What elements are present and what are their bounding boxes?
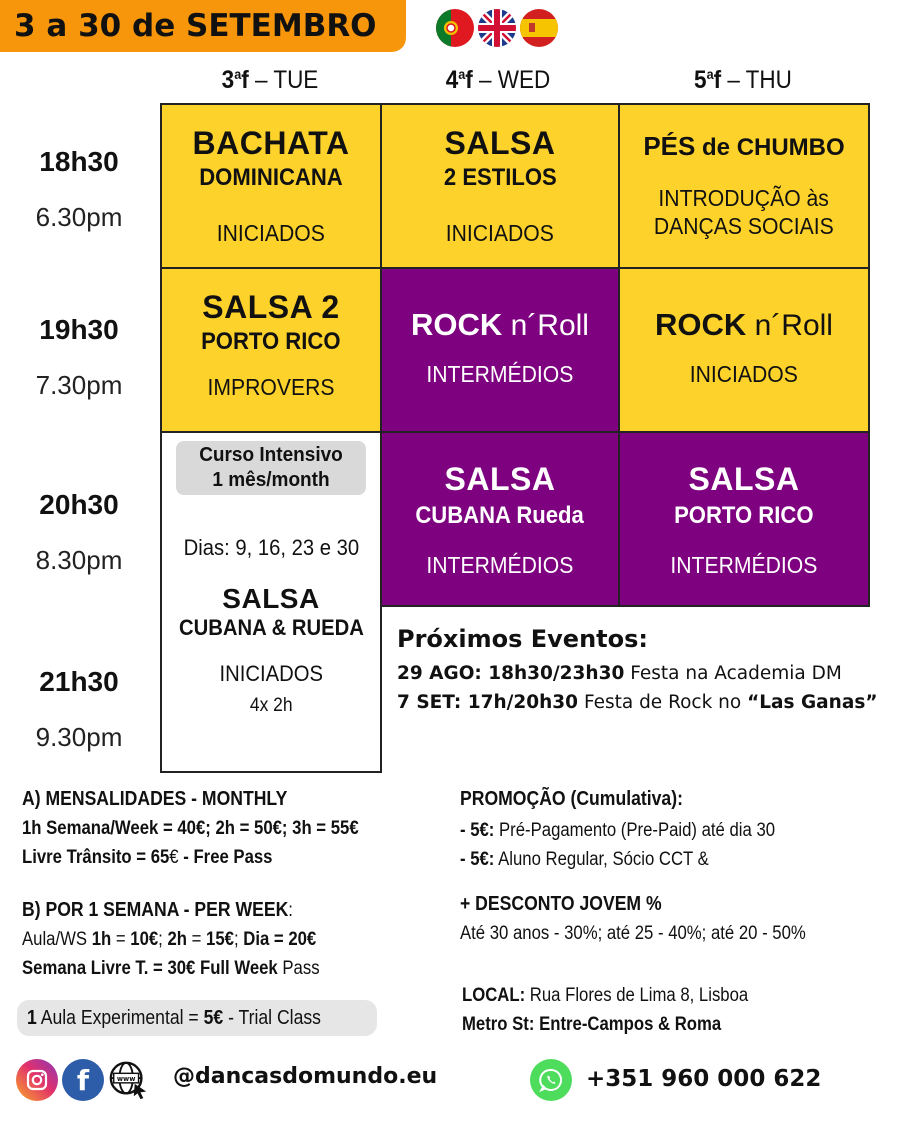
- time-slot-2130: [0, 666, 158, 753]
- pricing-monthly: [22, 785, 359, 872]
- class-description: DANÇAS SOCIAIS: [654, 213, 834, 239]
- page-title: 3 a 30 de SETEMBRO: [14, 8, 377, 44]
- pricing-monthly-heading: A) MENSALIDADES - MONTHLY: [22, 788, 288, 810]
- class-pes-de-chumbo[interactable]: [618, 103, 870, 269]
- class-level: INICIADOS: [689, 361, 799, 387]
- class-salsa-2-porto-rico[interactable]: [160, 267, 382, 433]
- class-level: INICIADOS: [445, 220, 555, 246]
- time-12h: 9.30pm: [35, 722, 123, 752]
- class-title: SALSA 2: [202, 289, 340, 325]
- class-description: INTRODUÇÃO às: [658, 185, 830, 211]
- day-header-thu: 5$^a$f – THU: [694, 66, 792, 94]
- class-level: INTERMÉDIOS: [670, 552, 818, 578]
- event-item: 29 AGO: 18h30/23h30 Festa na Academia DM: [397, 663, 842, 684]
- class-level: INICIADOS: [216, 220, 326, 246]
- time-slot-2030: [0, 489, 158, 576]
- time-12h: 7.30pm: [35, 370, 123, 400]
- time-slot-1830: [0, 146, 158, 233]
- class-salsa-cubana-rueda-intensive[interactable]: [160, 431, 382, 773]
- class-title: BACHATA: [192, 125, 350, 161]
- youth-discount-heading: + DESCONTO JOVEM %: [460, 893, 662, 915]
- time-24h: 20h30: [39, 489, 119, 520]
- phone-number[interactable]: +351 960 000 622: [586, 1066, 822, 1092]
- class-bachata-dominicana[interactable]: [160, 103, 382, 269]
- class-title: SALSA: [222, 583, 320, 614]
- time-slot-1930: [0, 314, 158, 401]
- uk-flag-icon[interactable]: [478, 9, 516, 47]
- course-dates: Dias: 9, 16, 23 e 30: [183, 535, 359, 560]
- time-12h: 6.30pm: [35, 202, 123, 232]
- time-12h: 8.30pm: [35, 545, 123, 575]
- events-heading: Próximos Eventos:: [397, 625, 649, 653]
- class-level: INTERMÉDIOS: [426, 361, 574, 387]
- day-header-tue: 3$^a$f – TUE: [221, 66, 319, 94]
- metro-stations: Metro St: Entre-Campos & Roma: [462, 1014, 722, 1035]
- class-rock-n-roll-iniciados[interactable]: [618, 267, 870, 433]
- day-header-wed: 4$^a$f – WED: [445, 66, 551, 94]
- instagram-icon[interactable]: [16, 1059, 58, 1101]
- intensive-course-badge: Curso Intensivo 1 mês/month: [176, 441, 366, 495]
- trial-class-badge: 1 Aula Experimental = 5€ - Trial Class: [17, 1000, 377, 1036]
- class-subtitle: PORTO RICO: [674, 502, 814, 529]
- event-item: 7 SET: 17h/20h30 Festa de Rock no “Las Ganas”: [397, 692, 878, 713]
- pricing-weekly: [22, 896, 320, 983]
- promo-heading: PROMOÇÃO (Cumulativa):: [460, 788, 683, 810]
- pricing-weekly-rates: Aula/WS 1h = 10€; 2h = 15€; Dia = 20€: [22, 929, 317, 950]
- class-title: SALSA: [688, 461, 800, 497]
- promo-item: - 5€: Pré-Pagamento (Pre-Paid) até dia 30: [460, 820, 776, 841]
- pricing-full-week: Semana Livre T. = 30€ Full Week Pass: [22, 958, 320, 979]
- class-title: SALSA: [444, 125, 556, 161]
- upcoming-events: [397, 625, 878, 721]
- spain-flag-icon[interactable]: [520, 9, 558, 47]
- class-title: ROCK n´Roll: [411, 307, 589, 342]
- course-duration: 4x 2h: [249, 695, 293, 716]
- class-title: PÉS de CHUMBO: [643, 131, 845, 161]
- pricing-free-pass: Livre Trânsito = 65€ - Free Pass: [22, 847, 273, 868]
- time-24h: 21h30: [39, 666, 119, 697]
- class-subtitle: 2 ESTILOS: [443, 164, 557, 191]
- class-subtitle: PORTO RICO: [201, 328, 341, 355]
- facebook-icon[interactable]: f: [62, 1059, 104, 1101]
- pricing-monthly-rates: 1h Semana/Week = 40€; 2h = 50€; 3h = 55€: [22, 818, 359, 839]
- class-salsa-2-estilos[interactable]: [380, 103, 620, 269]
- address: LOCAL: Rua Flores de Lima 8, Lisboa: [462, 985, 749, 1006]
- class-level: IMPROVERS: [207, 374, 335, 400]
- promotions: [460, 785, 806, 948]
- youth-discount-text: Até 30 anos - 30%; até 25 - 40%; até 20 - 50%: [460, 923, 806, 944]
- class-salsa-cubana-rueda[interactable]: [380, 431, 620, 607]
- class-title: SALSA: [444, 461, 556, 497]
- whatsapp-icon[interactable]: [530, 1059, 572, 1101]
- title-banner: [0, 0, 406, 52]
- class-rock-n-roll-intermedios[interactable]: [380, 267, 620, 433]
- language-flags: [436, 9, 558, 47]
- class-level: INICIADOS: [219, 661, 323, 686]
- class-subtitle: CUBANA Rueda: [415, 502, 585, 529]
- portugal-flag-icon[interactable]: [436, 9, 474, 47]
- time-24h: 18h30: [39, 146, 119, 177]
- website-icon[interactable]: [108, 1059, 150, 1101]
- location: [462, 981, 748, 1039]
- social-links: [16, 1059, 150, 1101]
- class-title: ROCK n´Roll: [655, 307, 833, 342]
- class-salsa-porto-rico[interactable]: [618, 431, 870, 607]
- pricing-weekly-heading: B) POR 1 SEMANA - PER WEEK:: [22, 899, 293, 921]
- svg-text:www: www: [116, 1074, 136, 1083]
- class-level: INTERMÉDIOS: [426, 552, 574, 578]
- time-24h: 19h30: [39, 314, 119, 345]
- class-subtitle: CUBANA & RUEDA: [178, 615, 364, 640]
- social-handle[interactable]: @dancasdomundo.eu: [173, 1064, 438, 1089]
- class-subtitle: DOMINICANA: [199, 164, 343, 191]
- promo-item: - 5€: Aluno Regular, Sócio CCT &: [460, 849, 709, 870]
